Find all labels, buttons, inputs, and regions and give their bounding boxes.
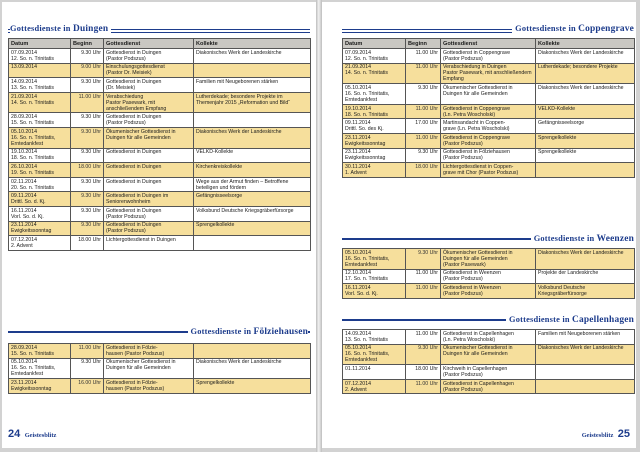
section-title-place: Coppengrave [578, 24, 634, 34]
date-cell: 23.11.2014 Ewigkeitssonntag [9, 221, 71, 236]
time-cell: 18.00 Uhr [406, 163, 441, 178]
service-cell: Gottesdienst in Capellenhagen (Pastor Podszus) [441, 379, 536, 394]
table-row [9, 163, 311, 178]
time-cell: 9.30 Uhr [71, 113, 104, 128]
date-cell: 21.09.2014 14. So. n. Trinitatis [343, 63, 406, 84]
collection-cell: Sprengelkollekte [536, 133, 635, 148]
service-cell: Gottesdienst in Duingen (Pastor Podszus) [104, 221, 194, 236]
time-cell: 18.00 Uhr [406, 365, 441, 380]
date-cell: 09.11.2014 Drittl. So. d. Kj. [9, 192, 71, 207]
date-cell: 23.11.2014 Ewigkeitssonntag [343, 148, 406, 163]
date-cell: 14.09.2014 13. So. n. Trinitatis [9, 78, 71, 93]
time-cell: 18.00 Uhr [71, 163, 104, 178]
collection-cell [194, 344, 311, 359]
service-cell: Lichtergottesdienst in Coppen- grave mit Chor (Pastor Podszus) [441, 163, 536, 178]
collection-cell: Diakonisches Werk der Landeskirche [536, 84, 635, 105]
table-row [343, 119, 635, 134]
section-title [10, 24, 111, 34]
table-row [343, 84, 635, 105]
section-title-place: Duingen [72, 24, 109, 34]
collection-cell: Diakonisches Werk der Landeskirche [194, 127, 311, 148]
table-row [343, 344, 635, 365]
table-row [343, 49, 635, 64]
table-row [343, 269, 635, 284]
table-row [343, 365, 635, 380]
table-row [9, 206, 311, 221]
service-cell: Gottesdienst in Fölziehausen (Pastor Podszus) [441, 148, 536, 163]
service-cell: Verabschiedung Pastor Pasewark, mit anschließendem Empfang [104, 92, 194, 113]
magazine-name: Geistesblitz [24, 432, 57, 439]
collection-cell: Wege aus der Armut finden – Betroffene beteiligen und fördern [194, 177, 311, 192]
section-title [506, 315, 634, 325]
collection-cell: Gefängnisseelsorge [194, 192, 311, 207]
date-cell: 07.09.2014 12. So. n. Trinitatis [343, 49, 406, 64]
collection-cell: Diakonisches Werk der Landeskirche [536, 249, 635, 270]
schedule-table [342, 329, 635, 394]
schedule-table [8, 343, 311, 394]
collection-cell: Lutherdekade; besondere Projekte [536, 63, 635, 84]
date-cell: 09.11.2014 Drittl. So. des Kj. [343, 119, 406, 134]
table-row [9, 49, 311, 64]
date-cell: 23.11.2014 Ewigkeitssonntag [9, 379, 71, 394]
time-cell: 11.00 Uhr [406, 379, 441, 394]
date-cell: 05.10.2014 16. So. n. Trinitatis, Erntedankfest [9, 127, 71, 148]
time-cell: 9.30 Uhr [71, 221, 104, 236]
time-cell: 9.30 Uhr [71, 358, 104, 379]
service-cell: Kirchweih in Capellenhagen (Pastor Podszus) [441, 365, 536, 380]
section-title-prefix: Gottesdienste in [10, 24, 73, 33]
date-cell: 28.09.2014 15. So. n. Trinitatis [9, 344, 71, 359]
table-row [343, 133, 635, 148]
date-cell: 01.11.2014 [343, 365, 406, 380]
table-row [343, 163, 635, 178]
collection-cell: Sprengelkollekte [194, 221, 311, 236]
collection-cell: VELKD-Kollekte [194, 148, 311, 163]
schedule-table [342, 248, 635, 299]
table-row [343, 63, 635, 84]
right-page [322, 2, 636, 448]
table-row [9, 358, 311, 379]
time-cell: 9.30 Uhr [71, 192, 104, 207]
table-row [9, 177, 311, 192]
service-cell: Ökumenischer Gottesdienst in Duingen für alle Gemeinden [441, 84, 536, 105]
date-cell: 19.10.2014 18. So. n. Trinitatis [343, 104, 406, 119]
collection-cell [536, 379, 635, 394]
collection-cell: Diakonisches Werk der Landeskirche [536, 344, 635, 365]
section-title-prefix: Gottesdienste in [533, 234, 597, 243]
time-cell: 11.00 Uhr [71, 344, 104, 359]
date-cell: 19.10.2014 18. So. n. Trinitatis [9, 148, 71, 163]
date-cell: 26.10.2014 19. So. n. Trinitatis [9, 163, 71, 178]
header-gottesdienst: Gottesdienst [104, 39, 194, 49]
service-cell: Gottesdienst in Capellenhagen (Ln. Petra Woscholski) [441, 330, 536, 345]
time-cell: 16.00 Uhr [71, 379, 104, 394]
time-cell: 9.00 Uhr [71, 63, 104, 78]
table-row [9, 221, 311, 236]
date-cell: 07.09.2014 12. So. n. Trinitatis [9, 49, 71, 64]
table-row [9, 127, 311, 148]
time-cell: 9.30 Uhr [406, 344, 441, 365]
time-cell: 11.00 Uhr [406, 330, 441, 345]
service-cell: Lichtergottesdienst in Duingen [104, 236, 194, 251]
date-cell: 21.09.2014 14. So. n. Trinitatis [9, 92, 71, 113]
service-cell: Gottesdienst in Duingen (Pastor Podszus) [104, 206, 194, 221]
time-cell: 11.00 Uhr [406, 49, 441, 64]
section-title-place: Weenzen [596, 234, 634, 244]
time-cell: 11.00 Uhr [406, 133, 441, 148]
service-cell: Martinsandacht in Coppen- grave (Ln. Petra Woscholski) [441, 119, 536, 134]
collection-cell [536, 365, 635, 380]
time-cell: 11.00 Uhr [406, 104, 441, 119]
service-cell: Gottesdienst in Coppengrave (Pastor Podszus) [441, 133, 536, 148]
collection-cell: Kirchenkreiskollekte [194, 163, 311, 178]
date-cell: 14.09.2014 13. So. n. Trinitatis [343, 330, 406, 345]
page-number: 25 [617, 428, 630, 440]
time-cell: 18.00 Uhr [71, 236, 104, 251]
table-row [9, 78, 311, 93]
date-cell: 28.09.2014 15. So. n. Trinitatis [9, 113, 71, 128]
date-cell: 07.12.2014 2. Advent [9, 236, 71, 251]
table-row [9, 63, 311, 78]
collection-cell: Volksbund Deutsche Kriegsgräberfürsorge [536, 284, 635, 299]
table-row [9, 192, 311, 207]
collection-cell: Diakonisches Werk der Landeskirche [536, 49, 635, 64]
table-header-row [343, 39, 635, 49]
collection-cell: Gefängnisseelsorge [536, 119, 635, 134]
service-cell: Gottesdienst in Duingen [104, 148, 194, 163]
time-cell: 9.30 Uhr [71, 49, 104, 64]
time-cell: 9.30 Uhr [71, 206, 104, 221]
time-cell: 9.30 Uhr [71, 127, 104, 148]
collection-cell: Familien mit Neugeborenen stärken [536, 330, 635, 345]
date-cell: 12.10.2014 17. So. n. Trinitatis [343, 269, 406, 284]
service-cell: Gottesdienst in Fölzie- hausen (Pastor Podszus) [104, 344, 194, 359]
service-cell: Gottesdienst in Duingen (Pastor Podszus) [104, 49, 194, 64]
service-cell: Ökumenischer Gottesdienst in Duingen für alle Gemeinden (Pastor Pasewark) [441, 249, 536, 270]
header-gottesdienst: Gottesdienst [441, 39, 536, 49]
service-cell: Verabschiedung in Duingen Pastor Pasewark, mit anschließendem Empfang [441, 63, 536, 84]
service-cell: Gottesdienst in Coppengrave (Pastor Podszus) [441, 49, 536, 64]
schedule-table [342, 38, 635, 178]
service-cell: Gottesdienst in Weenzen (Pastor Podszus) [441, 269, 536, 284]
date-cell: 13.09.2014 [9, 63, 71, 78]
section-title [512, 24, 634, 34]
header-kollekte: Kollekte [194, 39, 311, 49]
header-datum: Datum [9, 39, 71, 49]
time-cell: 17.00 Uhr [406, 119, 441, 134]
table-row [9, 379, 311, 394]
service-cell: Gottesdienst in Coppengrave (Ln. Petra Woscholski) [441, 104, 536, 119]
schedule-table [8, 38, 311, 251]
collection-cell: Diakonisches Werk der Landeskirche [194, 358, 311, 379]
date-cell: 30.11.2014 1. Advent [343, 163, 406, 178]
collection-cell: Volksbund Deutsche Kriegsgräberfürsorge [194, 206, 311, 221]
table-row [343, 104, 635, 119]
date-cell: 16.11.2014 Vorl. So. d. Kj. [9, 206, 71, 221]
date-cell: 16.11.2014 Vorl. So. d. Kj. [343, 284, 406, 299]
collection-cell [194, 63, 311, 78]
section-title-place: Capellenhagen [572, 315, 634, 325]
page-footer [582, 424, 630, 442]
header-kollekte: Kollekte [536, 39, 635, 49]
table-row [343, 379, 635, 394]
time-cell: 9.30 Uhr [406, 84, 441, 105]
date-cell: 05.10.2014 16. So. n. Trinitatis, Erntedankfest [343, 344, 406, 365]
date-cell: 05.10.2014 16. So. n. Trinitatis, Erntedankfest [343, 84, 406, 105]
table-row [9, 92, 311, 113]
table-header-row [9, 39, 311, 49]
header-beginn: Beginn [71, 39, 104, 49]
table-row [9, 236, 311, 251]
collection-cell: VELKD-Kollekte [536, 104, 635, 119]
section-title [531, 234, 634, 244]
service-cell: Gottesdienst in Duingen (Dr. Meisiek) [104, 78, 194, 93]
header-beginn: Beginn [406, 39, 441, 49]
service-cell: Ökumenischer Gottesdienst in Duingen für alle Gemeinden [104, 358, 194, 379]
service-cell: Ökumenischer Gottesdienst in Duingen für alle Gemeinden [441, 344, 536, 365]
collection-cell [194, 113, 311, 128]
time-cell: 9.30 Uhr [71, 148, 104, 163]
date-cell: 05.10.2014 16. So. n. Trinitatis, Erntedankfest [9, 358, 71, 379]
date-cell: 23.11.2014 Ewigkeitssonntag [343, 133, 406, 148]
table-row [343, 249, 635, 270]
section-title-place: Fölziehausen [253, 327, 308, 337]
date-cell: 02.11.2014 20. So. n. Trinitatis [9, 177, 71, 192]
page-number: 24 [8, 428, 21, 440]
magazine-name: Geistesblitz [581, 432, 614, 439]
collection-cell: Sprengelkollekte [194, 379, 311, 394]
service-cell: Gottesdienst in Duingen (Pastor Podszus) [104, 113, 194, 128]
time-cell: 11.00 Uhr [406, 63, 441, 84]
collection-cell [536, 163, 635, 178]
table-row [9, 344, 311, 359]
time-cell: 9.30 Uhr [71, 78, 104, 93]
collection-cell: Familien mit Neugeborenen stärken [194, 78, 311, 93]
time-cell: 11.00 Uhr [406, 284, 441, 299]
header-datum: Datum [343, 39, 406, 49]
date-cell: 05.10.2014 16. So. n. Trinitatis, Erntedankfest [343, 249, 406, 270]
section-title-prefix: Gottesdienste in [515, 24, 579, 33]
section-title [188, 327, 308, 337]
collection-cell: Lutherdekade; besondere Projekte im Themenjahr 2015 „Reformation und Bild“ [194, 92, 311, 113]
page-footer [8, 424, 56, 442]
left-page [2, 2, 316, 448]
service-cell: Gottesdienst in Duingen [104, 163, 194, 178]
time-cell: 11.00 Uhr [71, 92, 104, 113]
collection-cell: Diakonisches Werk der Landeskirche [194, 49, 311, 64]
time-cell: 9.30 Uhr [71, 177, 104, 192]
table-row [343, 330, 635, 345]
service-cell: Gottesdienst in Fölzie- hausen (Pastor Podszus) [104, 379, 194, 394]
table-row [9, 148, 311, 163]
service-cell: Ökumenischer Gottesdienst in Duingen für alle Gemeinden [104, 127, 194, 148]
table-row [9, 113, 311, 128]
table-row [343, 148, 635, 163]
section-title-prefix: Gottesdienste in [509, 315, 573, 324]
date-cell: 07.12.2014 2. Advent [343, 379, 406, 394]
section-title-prefix: Gottesdienste in [190, 327, 254, 336]
service-cell: Einschulungsgottesdienst (Pastor Dr. Meisiek) [104, 63, 194, 78]
service-cell: Gottesdienst in Duingen im Seniorenwohnheim [104, 192, 194, 207]
collection-cell: Projekte der Landeskirche [536, 269, 635, 284]
service-cell: Gottesdienst in Duingen [104, 177, 194, 192]
collection-cell: Sprengelkollekte [536, 148, 635, 163]
service-cell: Gottesdienst in Weenzen (Pastor Podszus) [441, 284, 536, 299]
time-cell: 11.00 Uhr [406, 269, 441, 284]
table-row [343, 284, 635, 299]
time-cell: 9.30 Uhr [406, 148, 441, 163]
time-cell: 9.30 Uhr [406, 249, 441, 270]
collection-cell [194, 236, 311, 251]
